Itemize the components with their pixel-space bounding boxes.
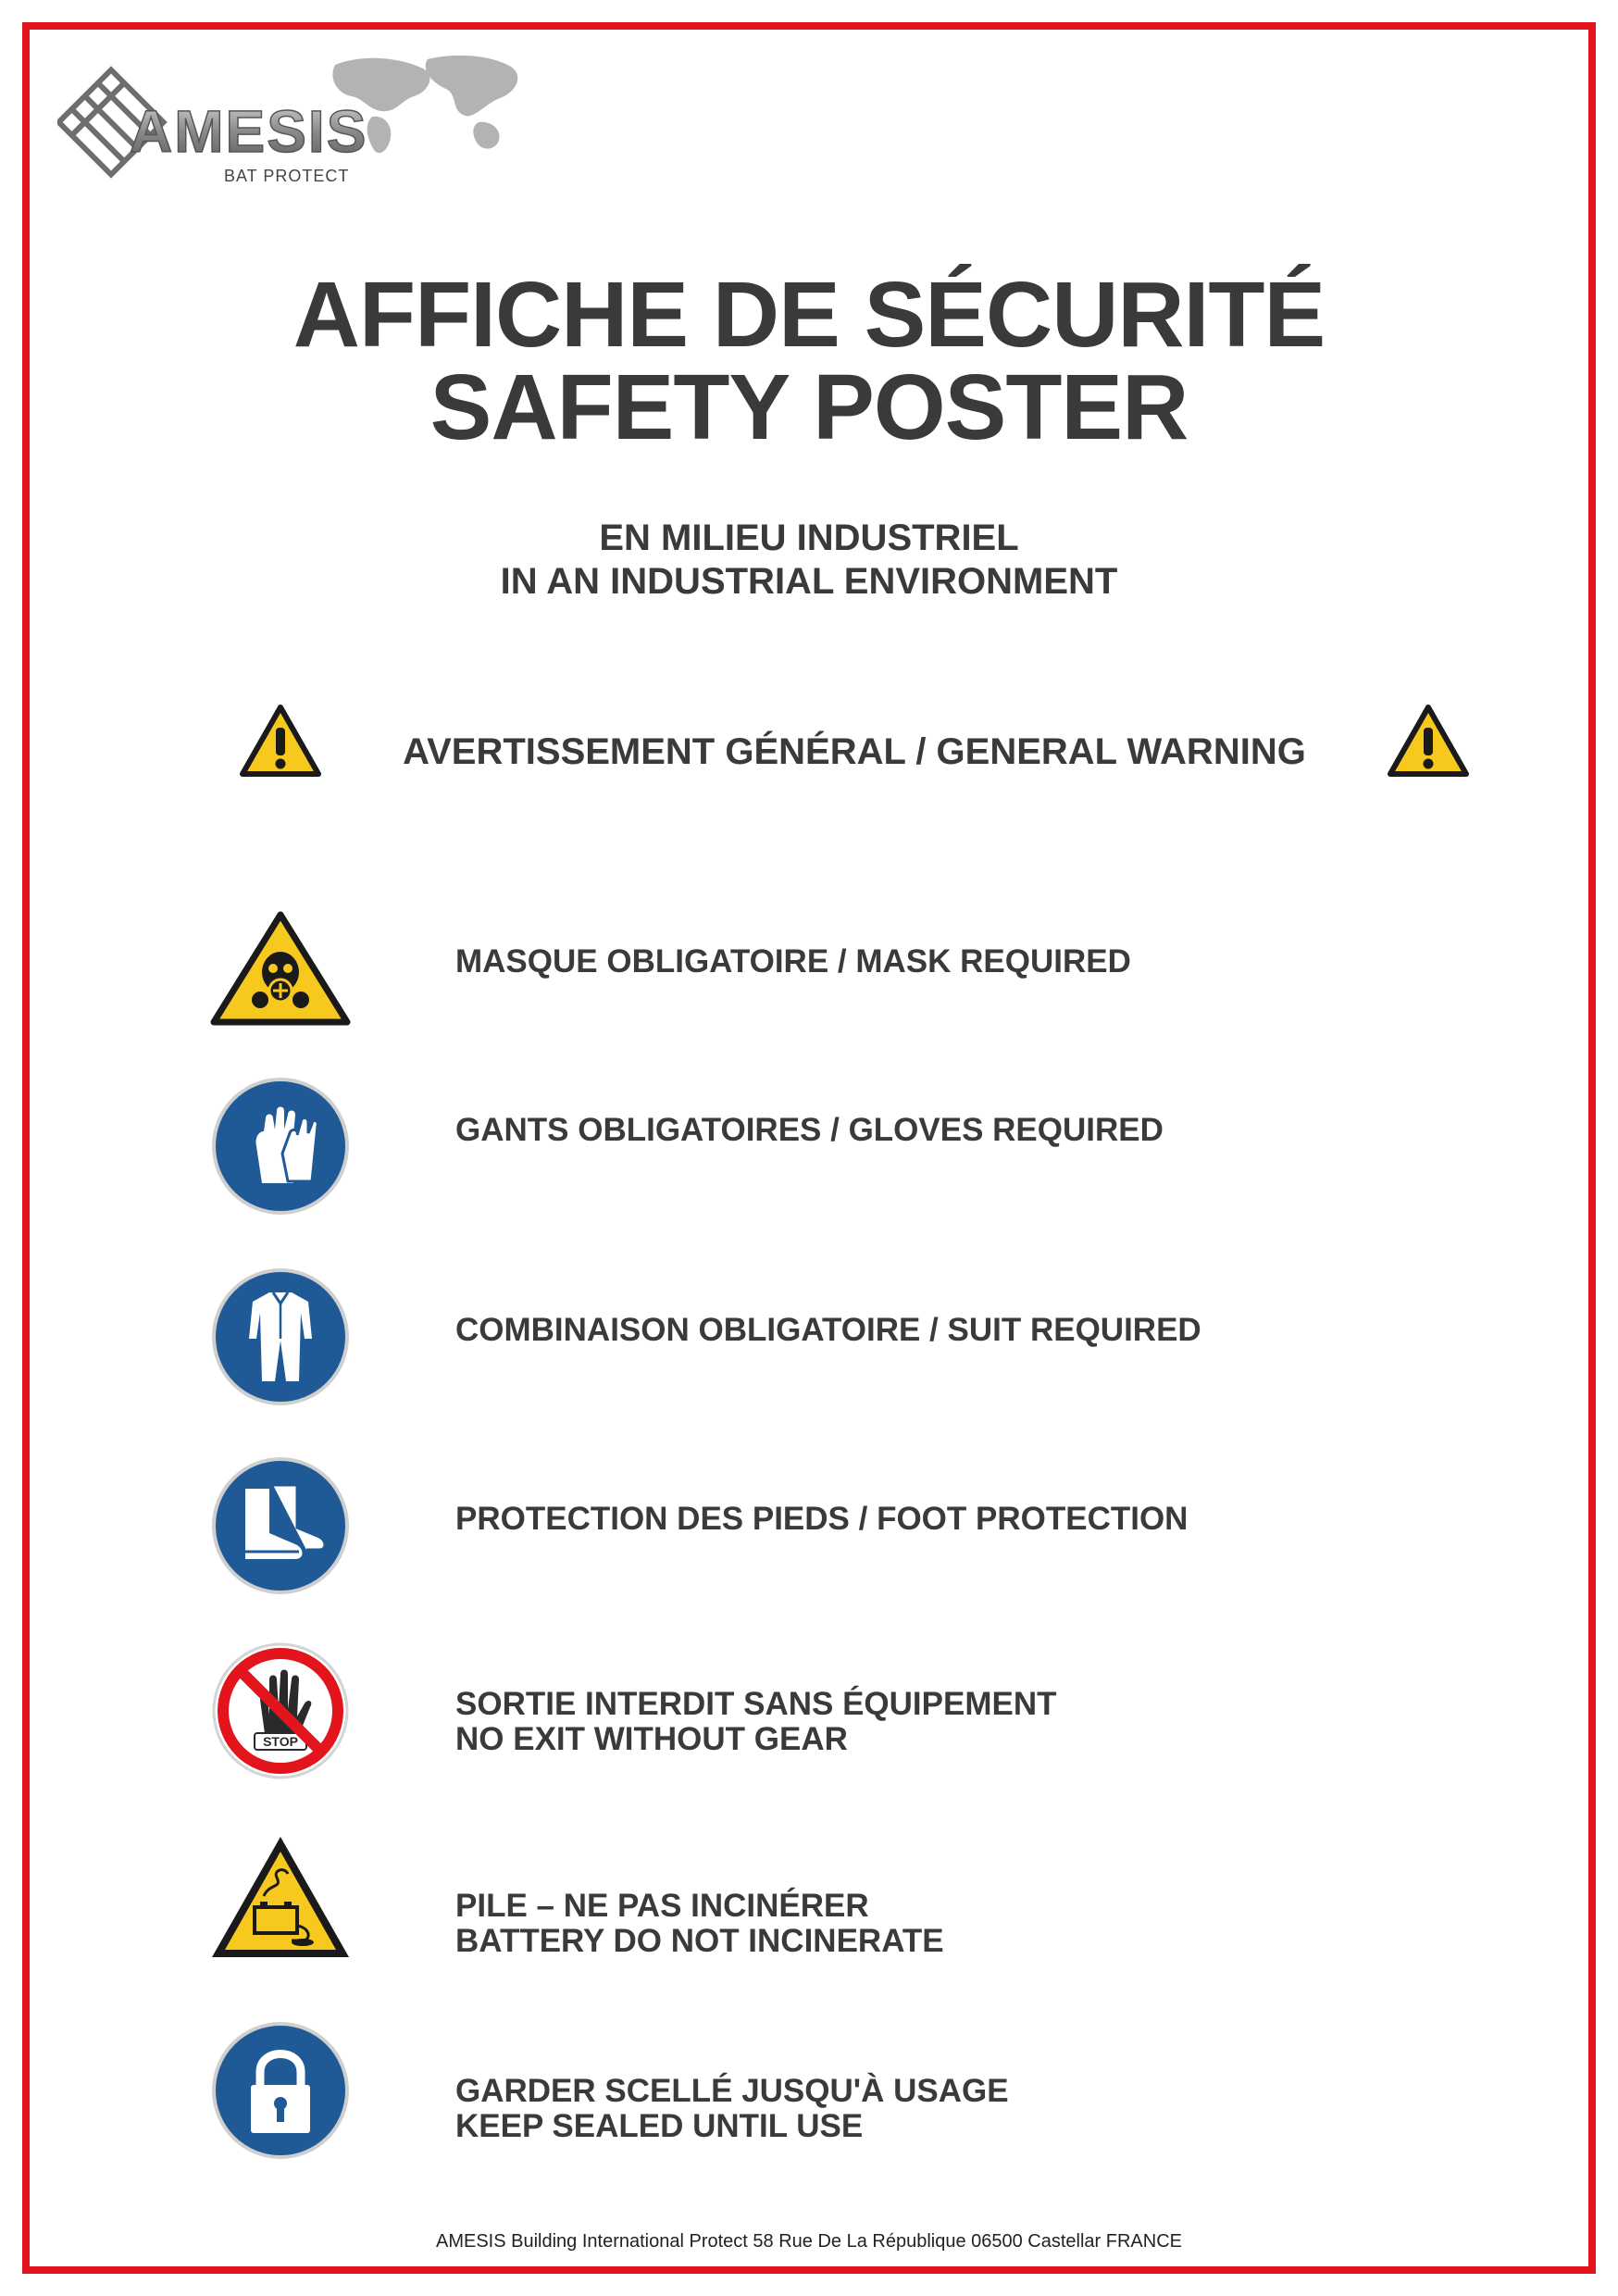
sign-label-line2: NO EXIT WITHOUT GEAR: [455, 1721, 848, 1757]
amesis-logo: [57, 48, 539, 196]
safety-boots-mandatory-icon: [208, 1454, 353, 1598]
sign-label-line1: PROTECTION DES PIEDS / FOOT PROTECTION: [455, 1501, 1189, 1537]
amesis-logo-graphic: [57, 48, 539, 196]
sign-label-line1: GARDER SCELLÉ JUSQU'À USAGE: [455, 2073, 1009, 2109]
sign-label-line2: BATTERY DO NOT INCINERATE: [455, 1923, 944, 1959]
stop-hand-prohibition-icon: [208, 1639, 353, 1783]
sign-battery: [0, 1833, 1618, 1981]
battery-warning-icon: [208, 1833, 353, 1978]
general-warning-label: AVERTISSEMENT GÉNÉRAL / GENERAL WARNING: [403, 731, 1306, 772]
sign-label-line1: PILE – NE PAS INCINÉRER: [455, 1888, 869, 1924]
footer-address: AMESIS Building International Protect 58 Rue De La République 06500 Castellar FRANCE: [436, 2231, 1182, 2252]
general-warning-icon: [1387, 704, 1470, 778]
gloves-mandatory-icon: [208, 1074, 353, 1218]
sign-label-line1: SORTIE INTERDIT SANS ÉQUIPEMENT: [455, 1686, 1057, 1722]
sign-label-line1: COMBINAISON OBLIGATOIRE / SUIT REQUIRED: [455, 1312, 1201, 1348]
sign-mask-required: [0, 907, 1618, 1055]
subtitle-english: IN AN INDUSTRIAL ENVIRONMENT: [500, 561, 1118, 602]
brand-name: AMESIS: [130, 98, 368, 165]
sign-label-line2: KEEP SEALED UNTIL USE: [455, 2108, 864, 2144]
sign-label-line1: MASQUE OBLIGATOIRE / MASK REQUIRED: [455, 943, 1131, 980]
general-warning-icon: [239, 704, 322, 778]
subtitle-french: EN MILIEU INDUSTRIEL: [599, 518, 1019, 558]
title-english: SAFETY POSTER: [429, 356, 1189, 459]
stop-label: STOP: [263, 1734, 298, 1749]
sign-keep-sealed: [0, 2018, 1618, 2166]
padlock-mandatory-icon: [208, 2018, 353, 2163]
sign-foot-protection: [0, 1454, 1618, 1602]
sign-label-line1: GANTS OBLIGATOIRES / GLOVES REQUIRED: [455, 1112, 1164, 1148]
title-french: AFFICHE DE SÉCURITÉ: [292, 263, 1326, 367]
sign-gloves-required: [0, 1074, 1618, 1222]
coverall-mandatory-icon: [208, 1265, 353, 1409]
general-warning-row: [239, 704, 1470, 787]
gas-mask-warning-icon: [208, 909, 353, 1054]
sign-suit-required: [0, 1265, 1618, 1413]
brand-tagline: BAT PROTECT: [224, 167, 350, 185]
sign-no-exit: [0, 1639, 1618, 1787]
